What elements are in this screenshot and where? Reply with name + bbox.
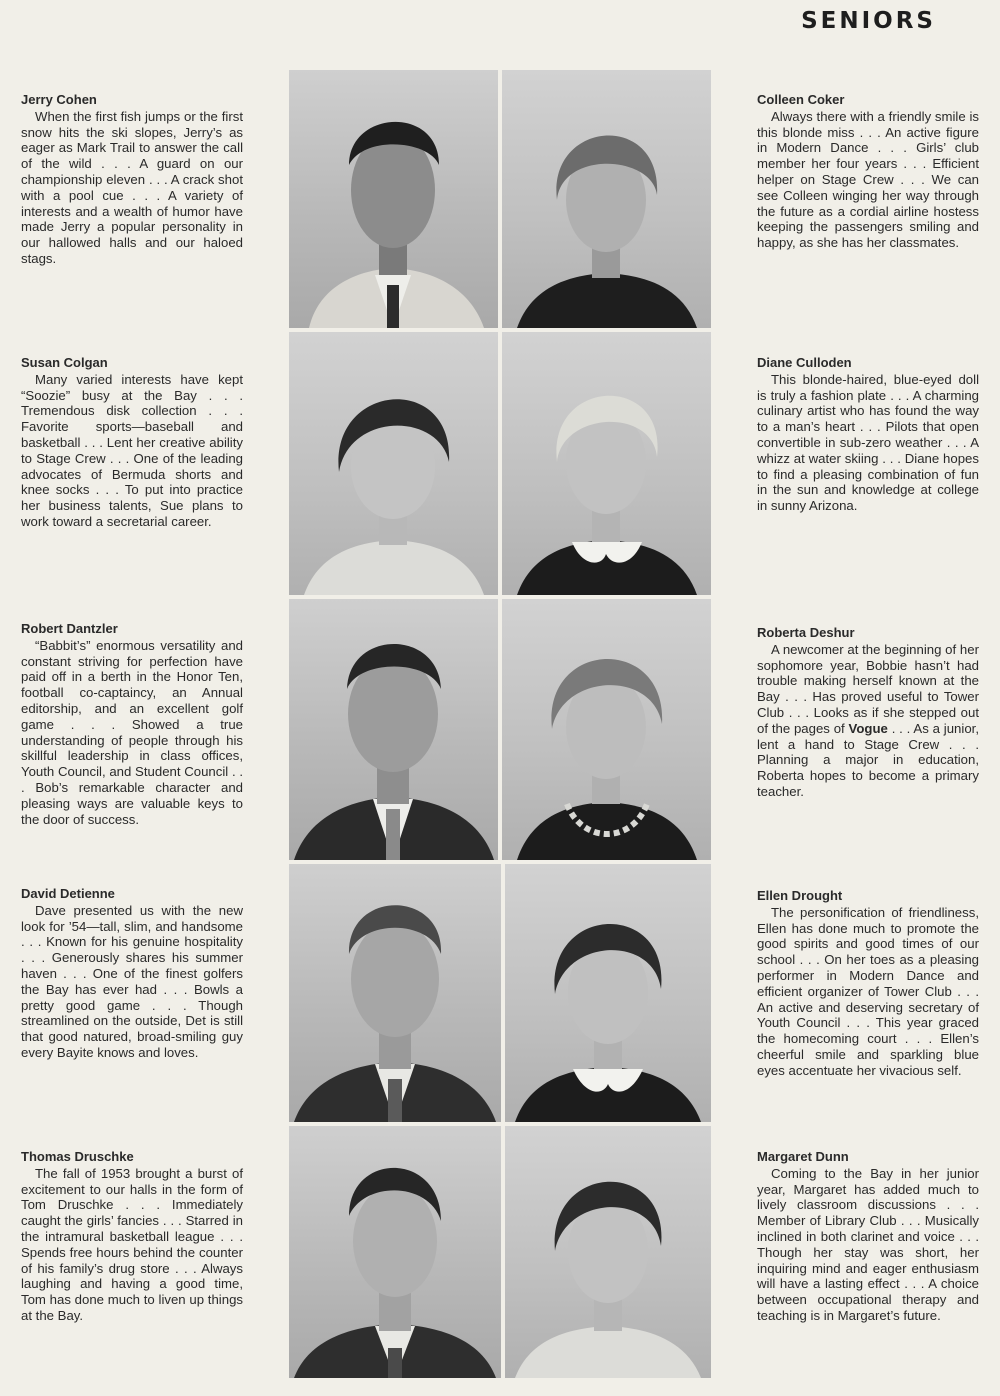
student-bio xyxy=(757,642,979,800)
portrait-photo-margaret-dunn xyxy=(505,1126,711,1378)
bio-thomas-druschke xyxy=(21,1149,243,1324)
bio-text-part: . . . As a junior, lent a hand to Stage Crew . . . Planning a major in education, Roberta hopes to become a primary teacher. xyxy=(757,720,979,799)
student-name: Thomas Druschke xyxy=(21,1149,134,1164)
bio-colleen-coker xyxy=(757,92,979,251)
student-bio: Always there with a friendly smile is this blonde miss . . . An active figure in Modern Dance . . . Girls’ club member her four years . . . Efficient helper on Stage Crew . . . We can see Colleen winging her way through the future as a cordial airline hostess keeping the passengers smiling and happy, as she has her classmates. xyxy=(757,108,979,251)
student-name: David Detienne xyxy=(21,886,115,901)
portrait-photo-diane-culloden xyxy=(502,332,711,595)
student-name: Susan Colgan xyxy=(21,355,108,370)
bio-ellen-drought xyxy=(757,888,979,1079)
student-name: Colleen Coker xyxy=(757,92,845,107)
bio-robert-dantzler xyxy=(21,621,243,827)
student-bio: Coming to the Bay in her junior year, Margaret has added much to lively classroom discussions . . . Member of Library Club . . . Musically inclined in both clarinet and voice . . . Though her stay was short, her inquiring mind and eager enthusiasm will have a lasting effect . . . A choice between occupational therapy and teaching is in Margaret’s future. xyxy=(757,1165,979,1323)
portrait-photo-colleen-coker xyxy=(502,70,711,328)
student-bio: This blonde-haired, blue-eyed doll is truly a fashion plate . . . A charming culinary artist who has found the way to a man’s heart . . . Pilots that open convertible in sub-zero weather . . . A whizz at water skiing . . . Diane hopes to find a pleasing combination of fun in the sun and knowledge at college in sunny Arizona. xyxy=(757,371,979,514)
student-name: Diane Culloden xyxy=(757,355,852,370)
student-bio: The fall of 1953 brought a burst of excitement to our halls in the form of Tom Druschke . . . Immediately caught the girls’ fancies . . . Starred in the intramural basketball league . . . Spends free hours behind the counter of his family’s drug store . . . Always laughing and having a good time, Tom has done much to liven up things at the Bay. xyxy=(21,1165,243,1323)
bio-david-detienne xyxy=(21,886,243,1061)
bio-susan-colgan xyxy=(21,355,243,530)
page-title: SENIORS xyxy=(801,8,936,34)
student-bio: Many varied interests have kept “Soozie” busy at the Bay . . . Tremendous disk collection . . . Favorite sports—baseball and basketball . . . Lent her creative ability to Stage Crew . . . One of the leading advocates of Bermuda shorts and knee socks . . . To put into practice her business talents, Sue plans to work toward a secretarial career. xyxy=(21,371,243,529)
student-name: Roberta Deshur xyxy=(757,625,855,640)
portrait-photo-jerry-cohen xyxy=(289,70,498,328)
student-bio: Dave presented us with the new look for ’54—tall, slim, and handsome . . . Known for his genuine hospitality . . . Generously shares his summer haven . . . One of the finest golfers the Bay has ever had . . . Bowls a pretty good game . . . Though streamlined on the outside, Det is still that good natured, broad-smiling guy every Bayite knows and loves. xyxy=(21,902,243,1060)
portrait-photo-thomas-druschke xyxy=(289,1126,501,1378)
student-name: Margaret Dunn xyxy=(757,1149,849,1164)
portrait-photo-susan-colgan xyxy=(289,332,498,595)
portrait-photo-ellen-drought xyxy=(505,864,711,1122)
bio-emphasis-vogue: Vogue xyxy=(848,720,888,736)
bio-text-part: A newcomer at the beginning of her sophomore year, Bobbie hasn’t had trouble making herself known at the Bay . . . Has proved useful to Tower Club . . . Looks as if she stepped out of the pages of xyxy=(757,641,979,736)
student-name: Jerry Cohen xyxy=(21,92,97,107)
student-bio: When the first fish jumps or the first snow hits the ski slopes, Jerry’s as eager as Mark Trail to answer the call of the wild . . . A guard on our championship eleven . . . A crack shot with a pool cue . . . A variety of interests and a wealth of humor have made Jerry a popular personality in our hallowed halls and our haloed stags. xyxy=(21,108,243,266)
bio-jerry-cohen xyxy=(21,92,243,267)
bio-margaret-dunn xyxy=(757,1149,979,1324)
student-bio: “Babbit’s” enormous versatility and constant striving for perfection have paid off in a berth in the Honor Ten, football co-captaincy, an Annual editorship, and an excellent golf game . . . Showed a true understanding of people through his skillful leadership in class offices, Youth Council, and Student Council . . . Bob’s remarkable character and pleasing ways are valuable keys to the door of success. xyxy=(21,637,243,827)
student-name: Robert Dantzler xyxy=(21,621,118,636)
portrait-photo-robert-dantzler xyxy=(289,599,498,860)
portrait-photo-roberta-deshur xyxy=(502,599,711,860)
student-name: Ellen Drought xyxy=(757,888,843,903)
bio-roberta-deshur xyxy=(757,625,979,800)
bio-diane-culloden xyxy=(757,355,979,514)
student-bio: The personification of friendliness, Ellen has done much to promote the good spirits and good times of our school . . . On her toes as a pleasing performer in Modern Dance and efficient organizer of Tower Club . . . An active and deserving secretary of Youth Council . . . This year graced the homecoming court . . . Ellen’s cheerful smile and sparkling blue eyes accentuate her vivacious self. xyxy=(757,904,979,1078)
portrait-photo-david-detienne xyxy=(289,864,501,1122)
